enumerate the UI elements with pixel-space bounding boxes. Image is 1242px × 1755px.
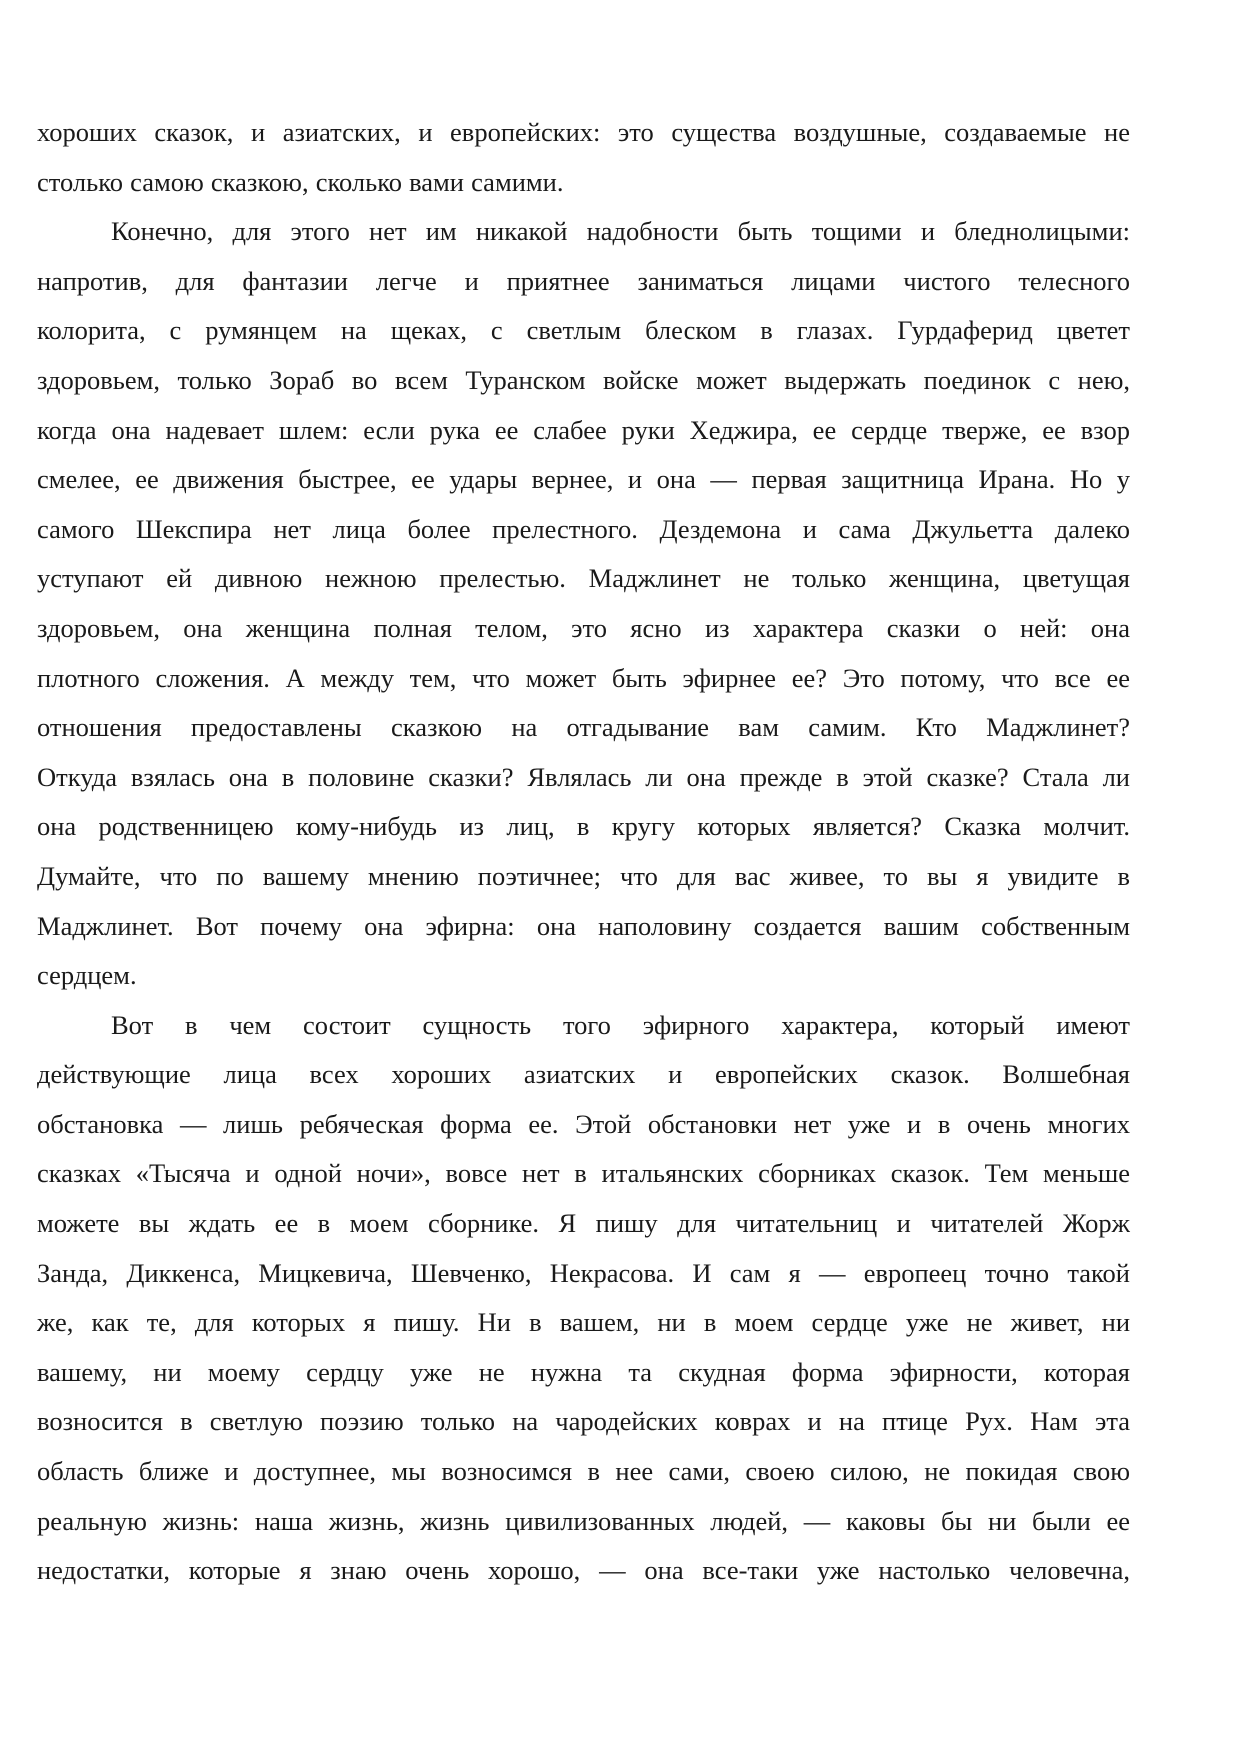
text-line: столько самою сказкою, сколько вами самими. — [37, 166, 564, 197]
text-line: же, как те, для которых я пишу. Ни в вашем, ни в моем сердце уже не живет, ни — [37, 1307, 1130, 1338]
text-line: можете вы ждать ее в моем сборнике. Я пишу для читательниц и читателей Жорж — [37, 1208, 1130, 1239]
paragraph — [37, 207, 1130, 1001]
document-body — [37, 108, 1130, 1596]
text-line: вашему, ни моему сердцу уже не нужна та скудная форма эфирности, которая — [37, 1356, 1130, 1387]
text-line: Маджлинет. Вот почему она эфирна: она наполовину создается вашим собственным — [37, 910, 1130, 941]
text-line: действующие лица всех хороших азиатских и европейских сказок. Волшебная — [37, 1059, 1130, 1090]
text-line: реальную жизнь: наша жизнь, жизнь цивилизованных людей, — каковы бы ни были ее — [37, 1505, 1130, 1536]
text-line: напротив, для фантазии легче и приятнее заниматься лицами чистого телесного — [37, 265, 1130, 296]
text-line: самого Шекспира нет лица более прелестного. Дездемона и сама Джульетта далеко — [37, 513, 1130, 544]
text-line: здоровьем, только Зораб во всем Туранском войске может выдержать поединок с нею, — [37, 364, 1130, 395]
text-line: сердцем. — [37, 960, 137, 991]
text-line: плотного сложения. А между тем, что может быть эфирнее ее? Это потому, что все ее — [37, 662, 1130, 693]
text-line: она родственницею кому-нибудь из лиц, в кругу которых является? Сказка молчит. — [37, 811, 1130, 842]
text-line: возносится в светлую поэзию только на чародейских коврах и на птице Рух. Нам эта — [37, 1406, 1130, 1437]
text-line: здоровьем, она женщина полная телом, это ясно из характера сказки о ней: она — [37, 612, 1130, 643]
text-line: обстановка — лишь ребяческая форма ее. Этой обстановки нет уже и в очень многих — [37, 1108, 1130, 1139]
text-line: сказках «Тысяча и одной ночи», вовсе нет в итальянских сборниках сказок. Тем меньше — [37, 1158, 1130, 1189]
text-line: недостатки, которые я знаю очень хорошо, — она все-таки уже настолько человечна, — [37, 1555, 1130, 1586]
text-line: колорита, с румянцем на щеках, с светлым блеском в глазах. Гурдаферид цветет — [37, 315, 1130, 346]
paragraph — [37, 108, 1130, 207]
text-line: Конечно, для этого нет им никакой надобности быть тощими и бледнолицыми: — [111, 216, 1130, 247]
text-line: когда она надевает шлем: если рука ее слабее руки Хеджира, ее сердце тверже, ее взор — [37, 414, 1130, 445]
text-line: хороших сказок, и азиатских, и европейских: это существа воздушные, создаваемые не — [37, 117, 1130, 147]
text-line: смелее, ее движения быстрее, ее удары вернее, и она — первая защитница Ирана. Но у — [37, 464, 1130, 495]
text-line: Занда, Диккенса, Мицкевича, Шевченко, Некрасова. И сам я — европеец точно такой — [37, 1257, 1130, 1288]
text-line: уступают ей дивною нежною прелестью. Маджлинет не только женщина, цветущая — [37, 563, 1130, 594]
text-line: область ближе и доступнее, мы возносимся в нее сами, своею силою, не покидая свою — [37, 1456, 1130, 1487]
text-line: отношения предоставлены сказкою на отгадывание вам самим. Кто Маджлинет? — [37, 712, 1130, 743]
text-line: Думайте, что по вашему мнению поэтичнее; что для вас живее, то вы я увидите в — [37, 860, 1130, 891]
text-line: Вот в чем состоит сущность того эфирного характера, который имеют — [111, 1009, 1130, 1040]
paragraph — [37, 1001, 1130, 1596]
text-line: Откуда взялась она в половине сказки? Являлась ли она прежде в этой сказке? Стала ли — [37, 761, 1130, 792]
